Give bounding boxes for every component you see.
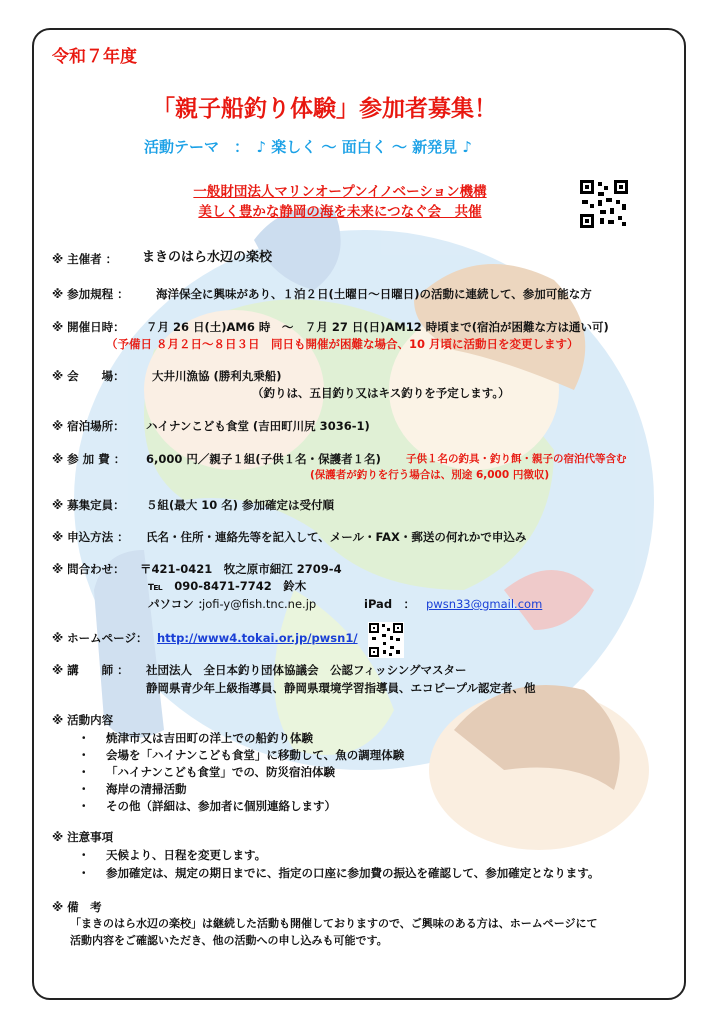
- apply-label: ※ 申込方法 ：: [52, 530, 129, 544]
- capacity-value: ５組(最大 10 名) 参加確定は受付順: [146, 498, 335, 512]
- fiscal-year: 令和７年度: [52, 47, 137, 67]
- contact-tel: ℡ 090-8471-7742 鈴木: [148, 579, 307, 593]
- venue-note: （釣りは、五目釣り又はキス釣りを予定します。）: [252, 386, 510, 400]
- note-bullet: ・: [78, 848, 90, 862]
- fee-label: ※ 参 加 費 ：: [52, 452, 126, 466]
- apply-value: 氏名・住所・連絡先等を記入して、メール・FAX・郵送の何れかで申込み: [146, 530, 527, 544]
- dates-note: （予備日 ８月２日～８日３日 同日も開催が困難な場合、10 月頃に活動日を変更します）: [106, 337, 579, 351]
- homepage-qr-code: [368, 622, 404, 658]
- instructor-line-1: 社団法人 全日本釣り団体協議会 公認フィッシングマスター: [146, 663, 467, 677]
- remarks-line-2: 活動内容をご確認いただき、他の活動への申し込みも可能です。: [70, 934, 388, 947]
- homepage-link[interactable]: http://www4.tokai.or.jp/pwsn1/: [157, 631, 358, 645]
- contact-pc-label: パソコン ：: [148, 597, 210, 611]
- contact-ipad-label: iPad ：: [364, 597, 416, 611]
- organizer-line-2: 美しく豊かな静岡の海を未来につなぐ会 共催: [198, 204, 482, 220]
- fee-value: 6,000 円／親子１組(子供１名・保護者１名): [146, 452, 381, 466]
- activity-item: 会場を「ハイナンこども食堂」に移動して、魚の調理体験: [106, 748, 405, 762]
- activity-item: 焼津市又は吉田町の洋上での船釣り体験: [106, 731, 313, 745]
- dates-value: ７月 26 日(土)AM6 時 ～ ７月 27 日(日)AM12 時頃まで(宿泊が困難な方は通い可): [146, 320, 609, 334]
- capacity-label: ※ 募集定員：: [52, 498, 125, 512]
- fee-note-2: (保護者が釣りを行う場合は、別途 6,000 円徴収): [310, 469, 550, 481]
- venue-value: 大井川漁協 (勝利丸乗船): [152, 369, 282, 383]
- fee-note: 子供１名の釣具・釣り餌・親子の宿泊代等含む: [406, 453, 627, 465]
- instructor-label: ※ 講 師 ：: [52, 663, 129, 677]
- eligibility-label: ※ 参加規程 ：: [52, 287, 129, 301]
- activity-bullet: ・: [78, 782, 90, 796]
- organizer-line-1: 一般財団法人マリンオープンイノベーション機構: [193, 184, 487, 200]
- page-title: 「親子船釣り体験」参加者募集！: [152, 96, 497, 122]
- activity-bullet: ・: [78, 799, 90, 813]
- homepage-label: ※ ホームページ：: [52, 631, 148, 645]
- remarks-line-1: 「まきのはら水辺の楽校」は継続した活動も開催しておりますので、ご興味のある方は、ホームページにて: [70, 917, 598, 930]
- instructor-line-2: 静岡県青少年上級指導員、静岡県環境学習指導員、エコピープル認定者、他: [146, 681, 536, 695]
- activity-bullet: ・: [78, 731, 90, 745]
- activity-item: 海岸の清掃活動: [106, 782, 187, 796]
- host-value: まきのはら水辺の楽校: [142, 250, 273, 265]
- contact-ipad-email[interactable]: pwsn33@gmail.com: [426, 597, 543, 611]
- remarks-label: ※ 備 考: [52, 900, 102, 914]
- contact-label: ※ 問合わせ：: [52, 562, 125, 576]
- note-bullet: ・: [78, 866, 90, 880]
- contact-pc-email[interactable]: jofi-y@fish.tnc.ne.jp: [202, 597, 317, 611]
- eligibility-value: 海洋保全に興味があり、１泊２日(土曜日～日曜日)の活動に連続して、参加可能な方: [156, 287, 592, 301]
- activity-item: その他（詳細は、参加者に個別連絡します）: [106, 799, 336, 813]
- activity-item: 「ハイナンこども食堂」での、防災宿泊体験: [106, 765, 335, 779]
- venue-label: ※ 会 場：: [52, 369, 125, 383]
- activity-bullet: ・: [78, 748, 90, 762]
- lodging-value: ハイナンこども食堂 (吉田町川尻 3036-1): [146, 419, 370, 433]
- host-label: ※ 主催者 ：: [52, 252, 118, 266]
- dates-label: ※ 開催日時：: [52, 320, 125, 334]
- activity-bullet: ・: [78, 765, 90, 779]
- activities-label: ※ 活動内容: [52, 713, 114, 727]
- note-item: 天候より、日程を変更します。: [106, 848, 267, 862]
- organizer-qr-code: [578, 178, 630, 230]
- lodging-label: ※ 宿泊場所：: [52, 419, 125, 433]
- note-item: 参加確定は、規定の期日までに、指定の口座に参加費の振込を確認して、参加確定となります。: [106, 866, 600, 880]
- notes-label: ※ 注意事項: [52, 830, 114, 844]
- flyer-frame: [32, 28, 686, 1000]
- activity-theme: 活動テーマ ： ♪ 楽しく ～ 面白く ～ 新発見 ♪: [144, 138, 472, 156]
- contact-address: 〒421-0421 牧之原市細江 2709-4: [140, 562, 342, 576]
